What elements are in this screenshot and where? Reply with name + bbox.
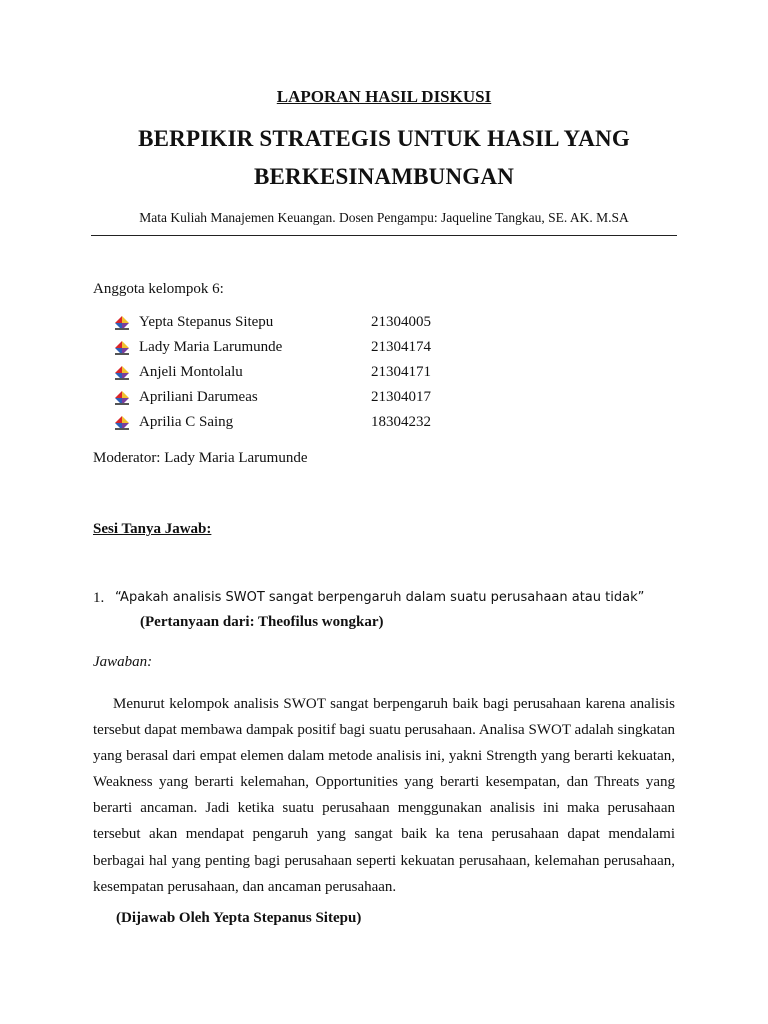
question-number: 1. bbox=[93, 590, 105, 606]
course-info: Mata Kuliah Manajemen Keuangan. Dosen Pengampu: Jaqueline Tangkau, SE. AK. M.SA bbox=[139, 210, 629, 225]
quad-color-diamond-bullet-icon bbox=[115, 416, 129, 430]
report-label: LAPORAN HASIL DISKUSI bbox=[276, 87, 492, 106]
members-heading: Anggota kelompok 6: bbox=[93, 281, 224, 297]
title-line-2: BERKESINAMBUNGAN bbox=[253, 164, 515, 189]
quad-color-diamond-bullet-icon bbox=[115, 316, 129, 330]
member-name: Lady Maria Larumunde bbox=[139, 339, 283, 355]
session-heading: Sesi Tanya Jawab: bbox=[93, 521, 212, 537]
member-name: Yepta Stepanus Sitepu bbox=[139, 314, 274, 330]
answered-by: (Dijawab Oleh Yepta Stepanus Sitepu) bbox=[116, 910, 362, 926]
header-divider bbox=[91, 235, 677, 236]
question-from: (Pertanyaan dari: Theofilus wongkar) bbox=[140, 614, 384, 630]
member-name: Apriliani Darumeas bbox=[139, 389, 258, 405]
moderator-line: Moderator: Lady Maria Larumunde bbox=[93, 450, 308, 466]
quad-color-diamond-bullet-icon bbox=[115, 366, 129, 380]
quad-color-diamond-bullet-icon bbox=[115, 341, 129, 355]
member-id: 21304174 bbox=[371, 339, 431, 355]
member-id: 21304005 bbox=[371, 314, 431, 330]
answer-body: Menurut kelompok analisis SWOT sangat berpengaruh baik bagi perusahaan karena analisis tersebut dapat membawa dampak positif bagi suatu perusahaan. Analisa SWOT adalah singkatan yang berasal dari empat elemen dalam metode analisis ini, yakni Strength yang berarti kekuatan, Weakness yang berarti kelemahan, Opportunities yang berarti kesempatan, dan Threats yang berarti ancaman. Jadi ketika suatu perusahaan menggunakan analisis ini maka perusahaan tersebut akan mendapat pengaruh yang sangat baik ka tena perusahaan dapat mendalami berbagai hal yang penting bagi perusahaan seperti kekuatan perusahaan, kelemahan perusahaan, kesempatan perusahaan, dan ancaman perusahaan. bbox=[93, 696, 675, 895]
title-line-1: BERPIKIR STRATEGIS UNTUK HASIL YANG bbox=[138, 126, 630, 151]
member-id: 21304017 bbox=[371, 389, 431, 405]
quad-color-diamond-bullet-icon bbox=[115, 391, 129, 405]
question-text: “Apakah analisis SWOT sangat berpengaruh dalam suatu perusahaan atau tidak” bbox=[115, 590, 645, 605]
answer-paragraph bbox=[93, 691, 675, 900]
member-name: Anjeli Montolalu bbox=[139, 364, 243, 380]
member-name: Aprilia C Saing bbox=[139, 414, 234, 430]
answer-label: Jawaban: bbox=[93, 654, 153, 670]
member-id: 21304171 bbox=[371, 364, 431, 380]
member-id: 18304232 bbox=[371, 414, 431, 430]
